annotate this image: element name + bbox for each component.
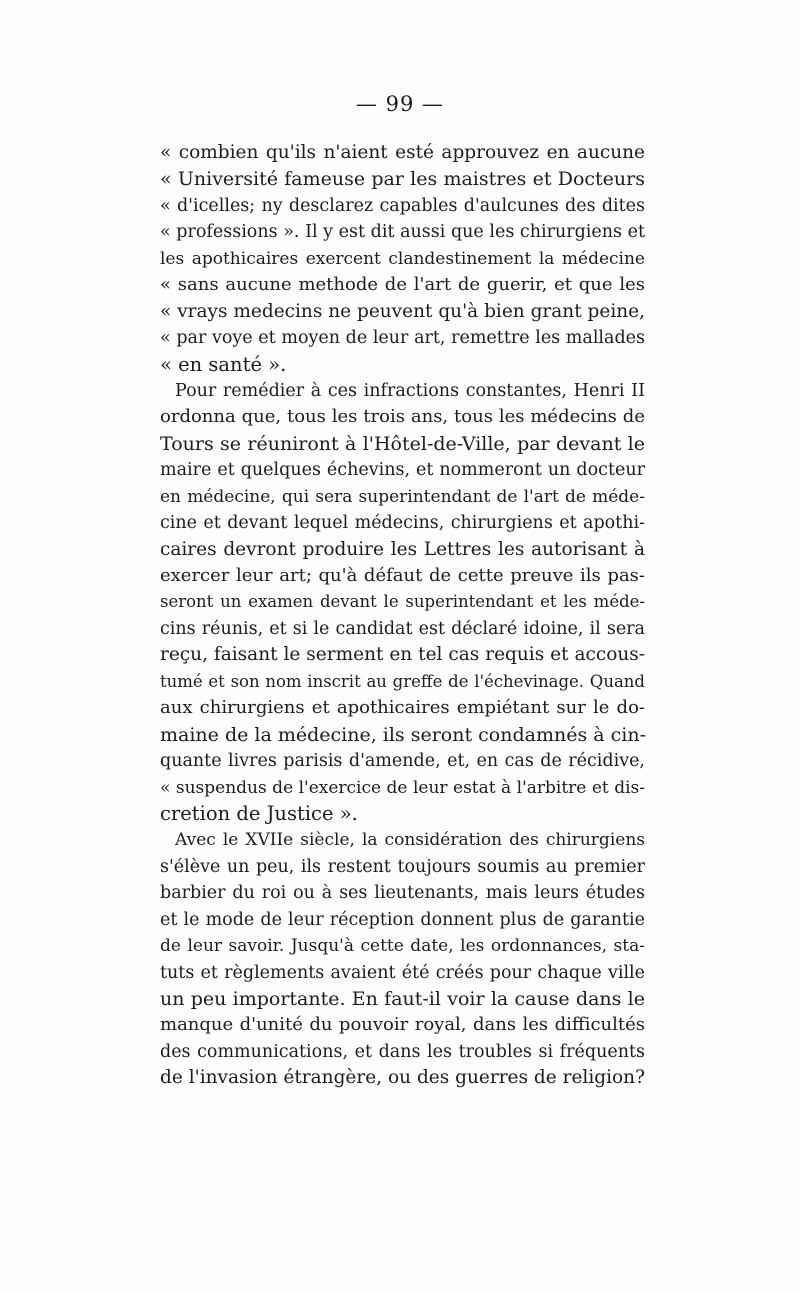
text-line: tuts et règlements avaient été créés pour chaque ville — [160, 962, 645, 983]
text-line: et le mode de leur réception donnent plus de garantie — [160, 909, 645, 930]
text-line: ordonna que, tous les trois ans, tous les médecins de — [160, 406, 645, 428]
text-line: « professions ». Il y est dit aussi que les chirurgiens et — [160, 222, 645, 243]
text-line: de leur savoir. Jusqu'à cette date, les ordonnances, sta- — [160, 936, 645, 957]
text-line: s'élève un peu, ils restent toujours soumis au premier — [160, 856, 645, 877]
text-line: manque d'unité du pouvoir royal, dans les difficultés — [160, 1014, 645, 1036]
text-line: « par voye et moyen de leur art, remettre les mallades — [160, 328, 645, 349]
text-line: Avec le XVIIe siècle, la considération des chirurgiens — [175, 830, 645, 851]
text-line: « suspendus de l'exercice de leur estat à l'arbitre et dis- — [160, 777, 645, 798]
text-line: « vrays medecins ne peuvent qu'à bien grant peine, — [160, 300, 645, 322]
text-line: un peu importante. En faut-il voir la cause dans le — [160, 988, 645, 1010]
text-line: aux chirurgiens et apothicaires empiétant sur le do- — [160, 697, 645, 719]
text-line: reçu, faisant le serment en tel cas requis et accous- — [160, 644, 645, 666]
text-line: Tours se réuniront à l'Hôtel-de-Ville, par devant le — [160, 432, 645, 455]
text-line: cretion de Justice ». — [160, 801, 358, 825]
text-line: « d'icelles; ny desclarez capables d'aulcunes des dites — [160, 195, 645, 216]
text-line: quante livres parisis d'amende, et, en cas de récidive, — [160, 751, 645, 772]
text-line: en médecine, qui sera superintendant de l'art de méde- — [160, 486, 645, 507]
text-line: des communications, et dans les troubles si fréquents — [160, 1041, 645, 1062]
page-number: — 99 — — [355, 92, 445, 116]
text-line: « Université fameuse par les maistres et Docteurs — [160, 168, 645, 191]
text-line: seront un examen devant le superintendant et les méde- — [160, 592, 645, 612]
text-line: « combien qu'ils n'aient esté approuvez en aucune — [160, 142, 645, 163]
text-line: tumé et son nom inscrit au greffe de l'échevinage. Quand — [160, 671, 645, 691]
text-line: cins réunis, et si le candidat est déclaré idoine, il sera — [160, 618, 645, 639]
text-line: de l'invasion étrangère, ou des guerres de religion? — [160, 1067, 645, 1089]
text-line: les apothicaires exercent clandestinement la médecine — [160, 248, 645, 269]
text-line: exercer leur art; qu'à défaut de cette preuve ils pas- — [160, 565, 645, 586]
text-line: Pour remédier à ces infractions constantes, Henri II — [175, 380, 645, 401]
text-line: maine de la médecine, ils seront condamnés à cin- — [160, 723, 646, 746]
text-line: cine et devant lequel médecins, chirurgiens et apothi- — [160, 513, 645, 534]
text-line: maire et quelques échevins, et nommeront un docteur — [160, 460, 645, 481]
text-line: barbier du roi ou à ses lieutenants, mais leurs études — [160, 883, 645, 904]
text-line: « en santé ». — [160, 352, 287, 376]
text-line: caires devront produire les Lettres les autorisant à — [160, 538, 645, 560]
text-line: « sans aucune methode de l'art de guerir, et que les — [160, 274, 645, 296]
body-text — [160, 140, 645, 1092]
